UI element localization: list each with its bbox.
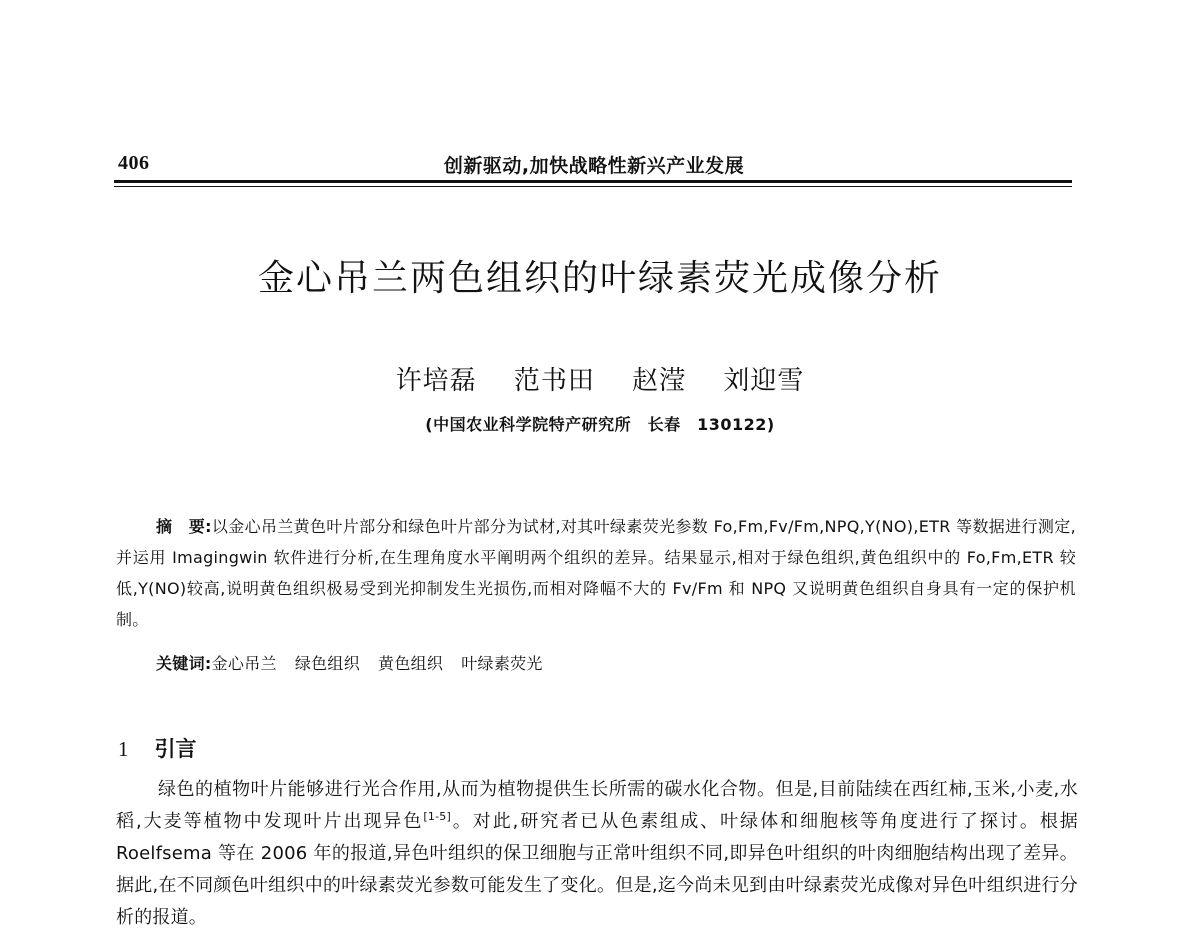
keyword: 金心吊兰 [211, 654, 277, 673]
keywords-label: 关键词: [156, 654, 212, 673]
abstract [116, 511, 1076, 635]
article-title: 金心吊兰两色组织的叶绿素荧光成像分析 [257, 258, 942, 299]
keyword: 黄色组织 [378, 654, 444, 673]
page-number: 406 [118, 152, 150, 174]
body-text-part: 。对此,研究者已从色素组成、叶绿体和细胞核等角度进行了探讨。根据 Roelfsema 等在 2006 年的报道,异色叶组织的保卫细胞与正常叶组织不同,即异色叶组织的叶肉细胞结构出现了差异。据此,在不同颜色叶组织中的叶绿素荧光参数可能发生了变化。但是,迄今尚未见到由叶绿素荧光成像对异色叶组织进行分析的报道。 [116, 811, 1078, 928]
body-text-part: 绿色的植物叶片能够进行光合作用,从而为植物提供生长所需的碳水化合物。但是,目前陆续在西红柿,玉米,小麦,水稻,大麦等植物中发现叶片出现异色 [116, 779, 1078, 832]
running-header-title: 创新驱动,加快战略性新兴产业发展 [443, 155, 745, 177]
section-heading [118, 733, 197, 763]
keyword: 叶绿素荧光 [461, 654, 543, 673]
author-affiliation: (中国农业科学院特产研究所 长春 130122) [425, 415, 775, 434]
abstract-text: 以金心吊兰黄色叶片部分和绿色叶片部分为试材,对其叶绿素荧光参数 Fo,Fm,Fv/Fm,NPQ,Y(NO),ETR 等数据进行测定,并运用 Imagingwin 软件进行分析,在生理角度水平阐明两个组织的差异。结果显示,相对于绿色组织,黄色组织中的 Fo,Fm,ETR 较低,Y(NO)较高,说明黄色组织极易受到光抑制发生光损伤,而相对降幅不大的 Fv/Fm 和 NPQ 又说明黄色组织自身具有一定的保护机制。 [116, 517, 1076, 629]
keywords [156, 648, 561, 679]
running-header [116, 150, 1072, 180]
keyword: 绿色组织 [294, 654, 361, 673]
author-name: 刘迎雪 [723, 366, 805, 396]
section-body [116, 774, 1078, 934]
author-name: 赵滢 [632, 366, 687, 396]
author-list [0, 360, 1200, 397]
author-name: 许培磊 [395, 366, 477, 396]
citation-ref: [1-5] [423, 810, 451, 823]
section-title: 引言 [154, 737, 197, 761]
header-rule-thick [114, 180, 1072, 183]
section-number: 1 [118, 737, 129, 761]
author-name: 范书田 [513, 366, 595, 396]
header-rule-thin [114, 186, 1072, 187]
abstract-label: 摘 要: [156, 517, 212, 536]
